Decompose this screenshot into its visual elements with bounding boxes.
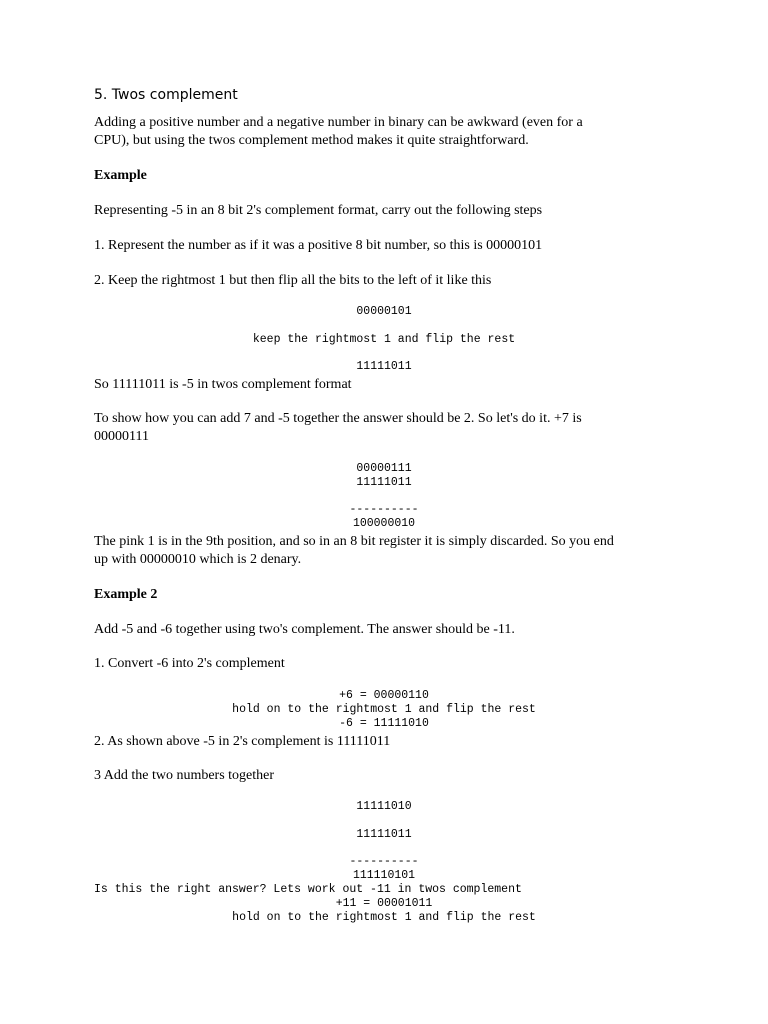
example-2-intro: Add -5 and -6 together using two's complement. The answer should be -11. xyxy=(94,622,515,637)
example-1-discard-line-1: The pink 1 is in the 9th position, and so in an 8 bit register it is simply discarded. So you end xyxy=(94,534,614,549)
example-2-code-a: +6 = 00000110 xyxy=(339,689,429,702)
example-2-check: Is this the right answer? Lets work out -11 in twos complement xyxy=(94,883,522,896)
example-1-step-2: 2. Keep the rightmost 1 but then flip all the bits to the left of it like this xyxy=(94,273,492,288)
example-1-discard-line-2: up with 00000010 which is 2 denary. xyxy=(94,552,302,567)
example-2-sum-rule: ---------- xyxy=(349,855,419,868)
example-2-code-e: hold on to the rightmost 1 and flip the rest xyxy=(232,911,536,924)
example-2-step-1: 1. Convert -6 into 2's complement xyxy=(94,656,285,671)
intro-line-2: CPU), but using the twos complement method makes it quite straightforward. xyxy=(94,133,529,148)
example-2-code-c: -6 = 11111010 xyxy=(339,717,429,730)
example-2-code-b: hold on to the rightmost 1 and flip the rest xyxy=(232,703,536,716)
example-1-code-b: keep the rightmost 1 and flip the rest xyxy=(252,333,516,346)
example-2-sum-a: 11111010 xyxy=(356,800,412,813)
example-2-sum-b: 11111011 xyxy=(356,828,412,841)
example-1-sum-a: 00000111 xyxy=(356,462,412,475)
example-1-add-line-1: To show how you can add 7 and -5 together the answer should be 2. So let's do it. +7 is xyxy=(94,411,582,426)
section-heading: 5. Twos complement xyxy=(94,87,238,103)
example-2-step-2: 2. As shown above -5 in 2's complement is 11111011 xyxy=(94,734,391,749)
example-1-result: So 11111011 is -5 in twos complement format xyxy=(94,377,352,392)
example-2-sum-result: 111110101 xyxy=(352,869,416,882)
example-1-add-line-2: 00000111 xyxy=(94,429,149,444)
example-1-sum-b: 11111011 xyxy=(356,476,412,489)
example-1-title: Example xyxy=(94,168,147,183)
intro-line-1: Adding a positive number and a negative number in binary can be awkward (even for a xyxy=(94,115,583,130)
example-2-code-d: +11 = 00001011 xyxy=(335,897,433,910)
example-1-code-a: 00000101 xyxy=(356,305,412,318)
example-1-sum-rule: ---------- xyxy=(349,503,419,516)
example-1-step-1: 1. Represent the number as if it was a positive 8 bit number, so this is 00000101 xyxy=(94,238,543,253)
example-2-title: Example 2 xyxy=(94,587,158,602)
example-2-step-3: 3 Add the two numbers together xyxy=(94,768,275,783)
example-1-code-c: 11111011 xyxy=(356,360,412,373)
example-1-sum-result: 100000010 xyxy=(352,517,416,530)
example-1-step-0: Representing -5 in an 8 bit 2's complement format, carry out the following steps xyxy=(94,203,543,218)
